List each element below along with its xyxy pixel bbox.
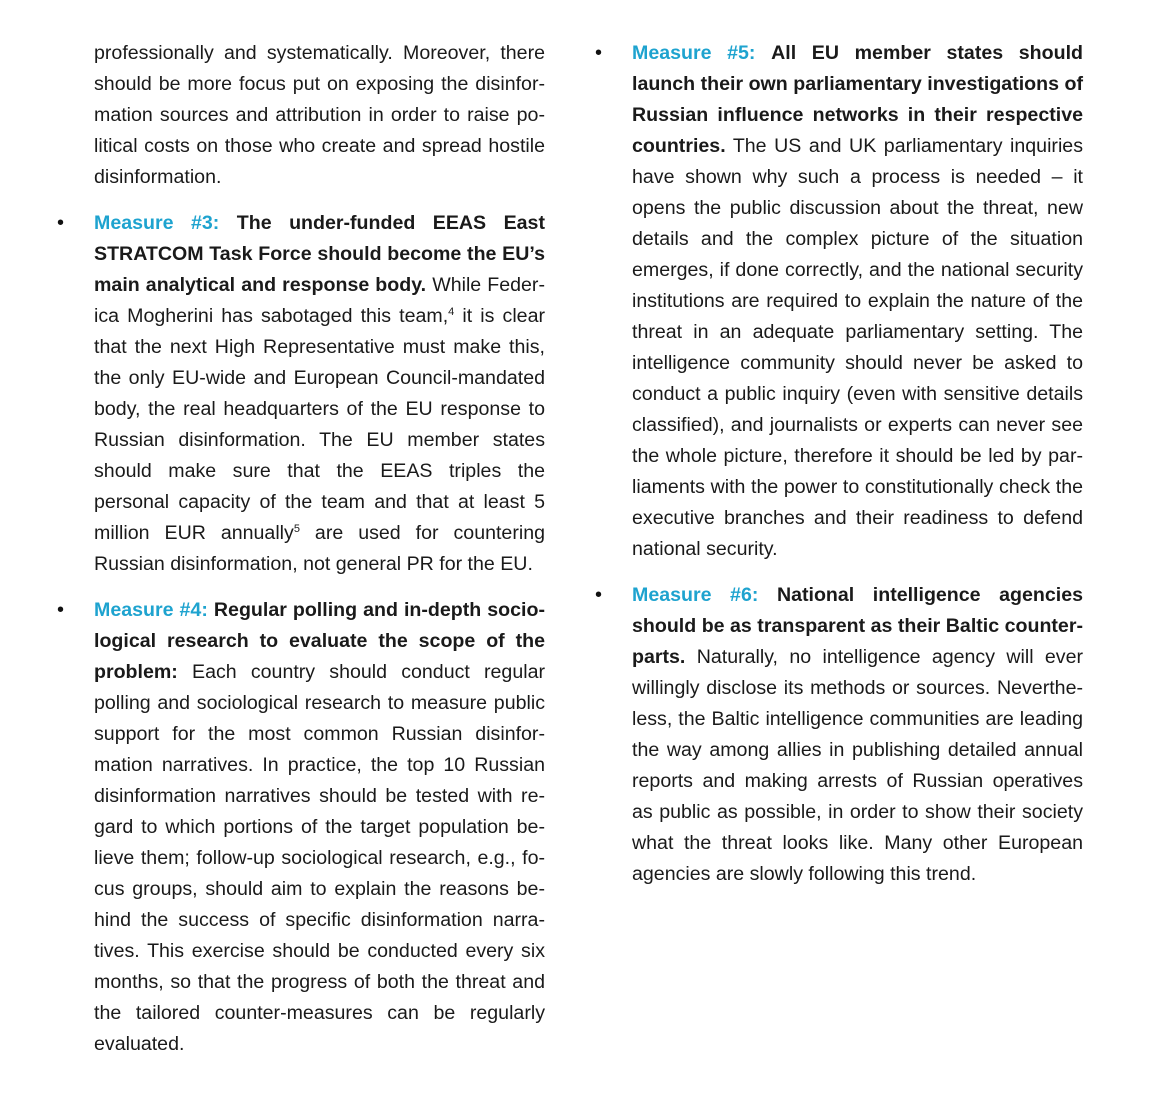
measure-6-body: Naturally, no intelligence agency will ever willingly disclose its methods or sources. Nevertheless, the Baltic intelligence communities are leading the way among allies in publishing detailed annual reports and making arrests of Russian operatives as public as possible, in order to show their society what the threat looks like. Many other European agencies are slowly following this trend. xyxy=(632,646,1084,885)
measure-5-item xyxy=(595,38,1083,565)
measure-6-lead: National intelligence agencies should be as transparent as their Baltic counterparts. xyxy=(632,584,1083,668)
footnote-ref-5: 5 xyxy=(293,523,300,535)
right-column xyxy=(595,38,1084,890)
measure-5-paragraph xyxy=(632,38,1083,565)
measure-6-paragraph xyxy=(632,580,1083,890)
measure-4-label: Measure #4: xyxy=(94,599,208,621)
measure-4-paragraph xyxy=(94,595,545,1060)
measure-3-lead: The under-funded EEAS East STRATCOM Task Force should become the EU’s main analytical and response body. xyxy=(94,212,545,296)
footnote-ref-4: 4 xyxy=(448,306,455,318)
measure-4-lead: Regular polling and in-depth sociological research to evaluate the scope of the problem: xyxy=(94,599,545,683)
measure-3-body-part1: While Federica Mogherini has sabotaged this team, xyxy=(94,274,545,327)
measure-4-item xyxy=(57,595,545,1060)
measure-5-lead: All EU member states should launch their own parliamentary investigations of Russian influence networks in their respective countries. xyxy=(632,42,1083,157)
measure-6-label: Measure #6: xyxy=(632,584,759,606)
left-column xyxy=(57,38,545,1060)
bullet-marker: • xyxy=(595,42,603,64)
measure-6-item xyxy=(595,580,1084,890)
intro-paragraph: professionally and systematically. Moreover, there should be more focus put on exposing the disinformation sources and attribution in order to raise political costs on those who create and spread hostile disinformation. xyxy=(94,42,545,188)
measure-5-label: Measure #5: xyxy=(632,42,756,64)
bullet-marker: • xyxy=(57,212,65,234)
measure-3-paragraph xyxy=(94,208,545,580)
measure-3-body-part3: are used for countering Russian disinformation, not general PR for the EU. xyxy=(94,522,545,575)
measure-3-item xyxy=(57,208,545,580)
bullet-marker: • xyxy=(57,599,65,621)
bullet-marker: • xyxy=(595,584,603,606)
measure-5-body: The US and UK parliamentary inquiries have shown why such a process is needed – it opens the public discussion about the threat, new details and the complex picture of the situation emerges, if done correctly, and the national security institutions are required to explain the nature of the threat in an adequate parliamentary setting. The intelligence community should never be asked to conduct a public inquiry (even with sensitive details classified), and journalists or experts can never see the whole picture, therefore it should be led by parliaments with the power to constitutionally check the executive branches and their readiness to defend national security. xyxy=(632,135,1083,560)
measure-3-label: Measure #3: xyxy=(94,212,220,234)
measure-4-body: Each country should conduct regular polling and sociological research to measure public support for the most common Russian disinformation narratives. In practice, the top 10 Russian disinformation narratives should be tested with regard to which portions of the target population believe them; follow-up sociological research, e.g., focus groups, should aim to explain the reasons behind the success of specific disinformation narratives. This exercise should be conducted every six months, so that the progress of both the threat and the tailored counter-measures can be regularly evaluated. xyxy=(94,661,545,1055)
measure-3-body-part2: it is clear that the next High Representative must make this, the only EU-wide and European Council-mandated body, the real headquarters of the EU response to Russian disinformation. The EU member states should make sure that the EEAS triples the personal capacity of the team and that at least 5 million EUR annually xyxy=(94,305,545,544)
